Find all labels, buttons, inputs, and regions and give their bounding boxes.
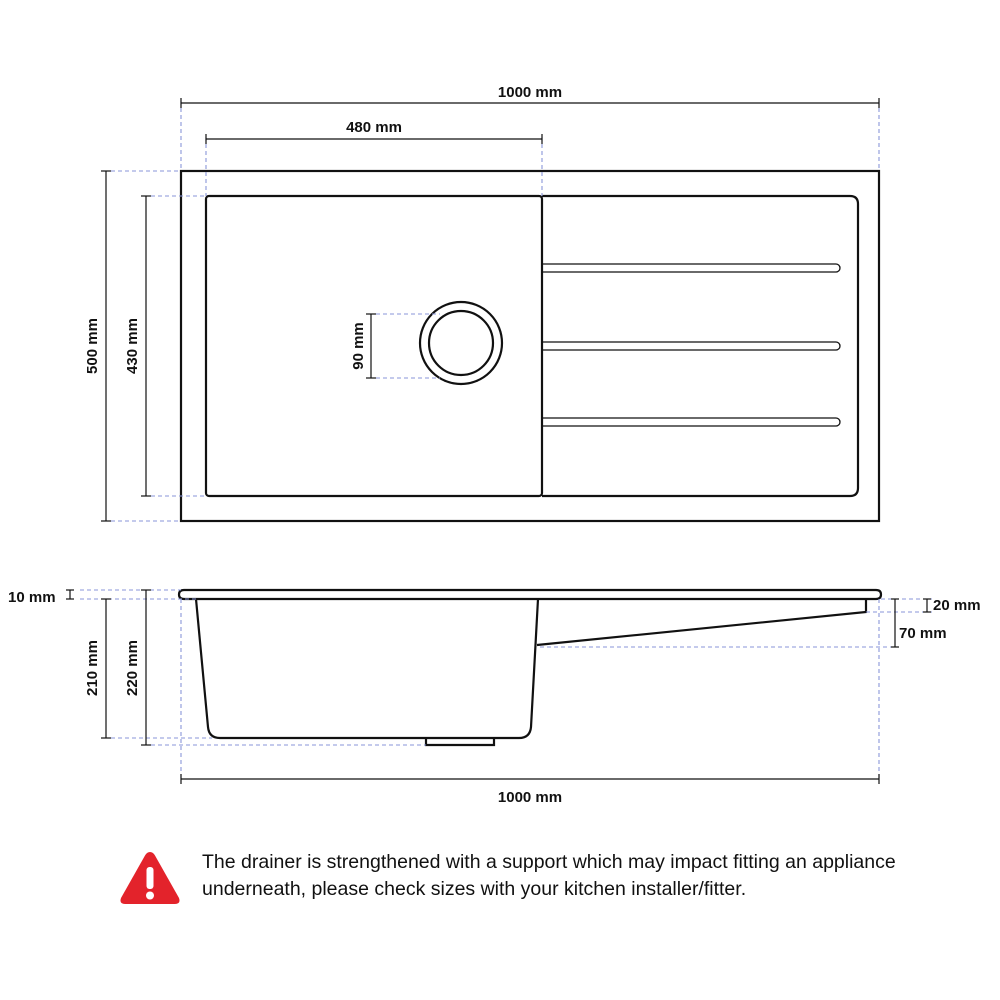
- waste-diameter-dimension: [350, 314, 376, 378]
- top-width-label: 1000 mm: [497, 84, 563, 101]
- drainer-groove: [542, 418, 840, 426]
- drainer-groove: [542, 342, 840, 350]
- bowl-profile: [196, 599, 538, 738]
- warning-triangle-icon: [118, 849, 182, 907]
- drainer-groove: [542, 264, 840, 272]
- sink-outer-outline: [181, 171, 879, 521]
- bowl-outline: [206, 196, 542, 496]
- total-depth-dimension: [84, 171, 111, 521]
- drainer-support-height-label: 70 mm: [899, 625, 947, 642]
- drainer-grooves: [542, 264, 840, 426]
- drainer-support-profile: [537, 599, 866, 645]
- bowl-depth-label: 430 mm: [124, 318, 141, 374]
- bowl-width-label: 480 mm: [346, 119, 402, 136]
- bowl-depth-dimension: [124, 196, 151, 496]
- bowl-height-inner-dimension: [84, 599, 111, 738]
- top-view: [84, 84, 879, 521]
- side-view: [8, 589, 981, 806]
- top-width-dimension: [181, 84, 879, 108]
- bowl-height-total-dimension: [124, 590, 151, 745]
- rim-outline: [179, 590, 881, 599]
- waste-diameter-label: 90 mm: [350, 322, 367, 370]
- waste-inner-ring: [429, 311, 493, 375]
- bowl-height-inner-label: 210 mm: [84, 640, 101, 696]
- drainer-end-height-label: 20 mm: [933, 597, 981, 614]
- drainer-outline: [542, 196, 858, 496]
- side-width-label: 1000 mm: [497, 789, 563, 806]
- rim-thickness-dimension: [8, 589, 74, 606]
- rim-thickness-label: 10 mm: [8, 589, 56, 606]
- support-warning-note: The drainer is strengthened with a support which may impact fitting an appliance underneath, please check sizes with your kitchen installer/fitter.: [202, 851, 896, 900]
- side-width-dimension: [181, 774, 879, 806]
- bowl-height-total-label: 220 mm: [124, 640, 141, 696]
- total-depth-label: 500 mm: [84, 318, 101, 374]
- bowl-width-dimension: [206, 119, 542, 144]
